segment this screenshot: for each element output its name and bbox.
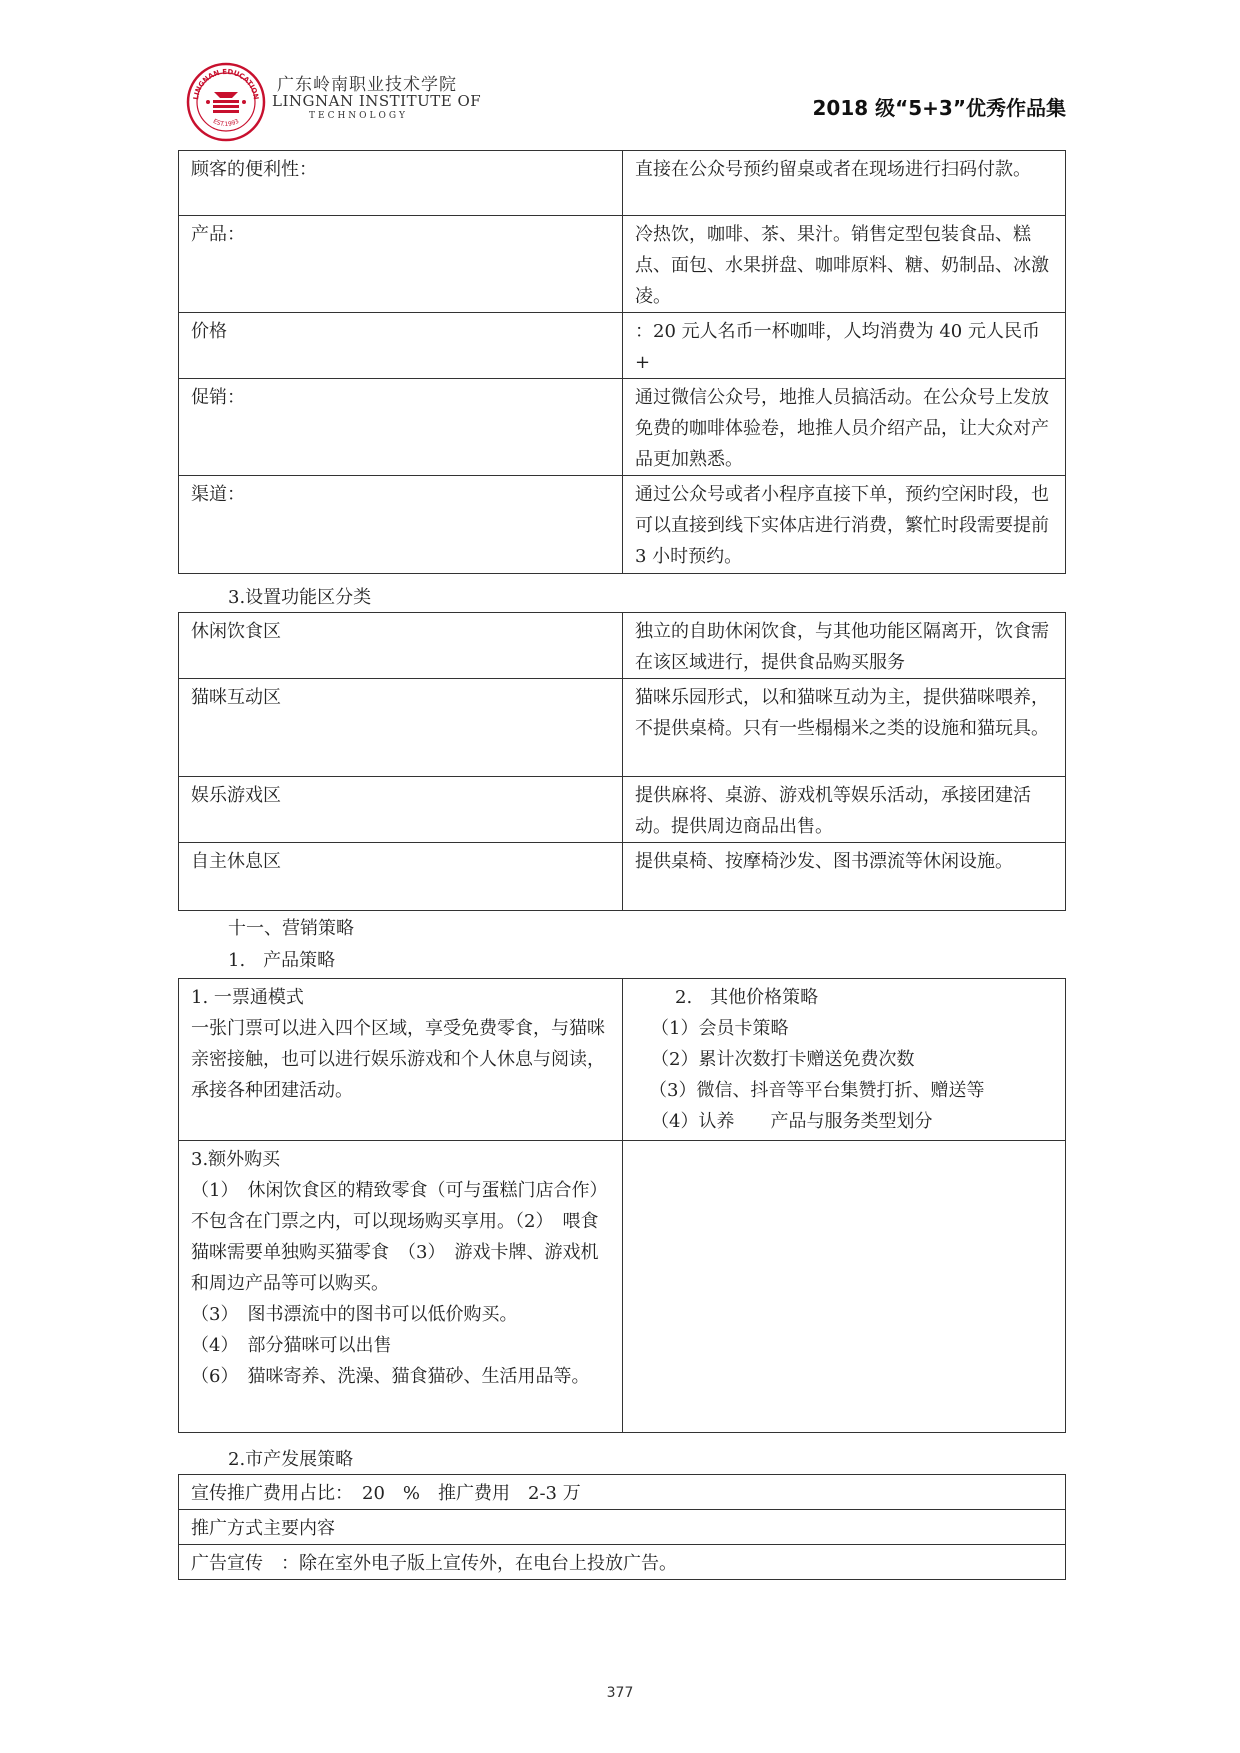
extra-purchase-cell [179,1141,623,1433]
marketing-strategy-heading: 十一、营销策略 [228,918,354,939]
row-label: 渠道： [179,476,623,574]
list-item: （4）认养 产品与服务类型划分 [651,1111,933,1132]
table-row [179,1545,1066,1580]
zone-name: 娱乐游戏区 [179,777,623,843]
row-value: ：20 元人名币一杯咖啡，人均消费为 40 元人民币+ [623,313,1066,379]
list-item: （1）会员卡策略 [651,1018,789,1039]
functional-zones-heading: 3.设置功能区分类 [228,587,372,608]
empty-cell [623,1141,1066,1433]
institution-name-cn: 广东岭南职业技术学院 [277,75,457,95]
institution-name-en-line2: TECHNOLOGY [309,111,408,121]
table-row [179,1510,1066,1545]
promotion-content-row: 推广方式主要内容 [179,1510,1066,1545]
row-value: 通过公众号或者小程序直接下单，预约空闲时段，也可以直接到线下实体店进行消费，繁忙时段需要提前 3 小时预约。 [623,476,1066,574]
functional-zones-table [178,612,1066,911]
zone-description: 独立的自助休闲饮食，与其他功能区隔离开，饮食需在该区域进行，提供食品购买服务 [623,613,1066,679]
row-label: 促销： [179,379,623,476]
svg-text:LINGNAN EDUCATION: LINGNAN EDUCATION [192,67,260,101]
table-row [179,1141,1066,1433]
row-label: 产品： [179,216,623,313]
row-value: 通过微信公众号，地推人员搞活动。在公众号上发放免费的咖啡体验卷，地推人员介绍产品，让大众对产品更加熟悉。 [623,379,1066,476]
product-strategy-heading: 1. 产品策略 [228,950,336,971]
svg-text:EST.1993: EST.1993 [211,117,241,129]
list-item: （3） 图书漂流中的图书可以低价购买。 [191,1304,518,1325]
cell-body: 一张门票可以进入四个区域，享受免费零食，与猫咪亲密接触，也可以进行娱乐游戏和个人休息与阅读，承接各种团建活动。 [191,1018,605,1101]
table-row [179,216,1066,313]
table-row [179,679,1066,777]
zone-description: 提供麻将、桌游、游戏机等娱乐活动，承接团建活动。提供周边商品出售。 [623,777,1066,843]
table-row [179,379,1066,476]
market-strategy-heading: 2.市产发展策略 [228,1449,354,1470]
table-row [179,1475,1066,1510]
row-label: 顾客的便利性： [179,151,623,216]
zone-name: 自主休息区 [179,843,623,911]
cell-title: 3.额外购买 [191,1149,281,1170]
other-pricing-cell [623,979,1066,1141]
collection-title: 2018 级“5+3”优秀作品集 [812,96,1066,120]
row-label: 价格 [179,313,623,379]
table-row [179,313,1066,379]
zone-description: 猫咪乐园形式，以和猫咪互动为主，提供猫咪喂养，不提供桌椅。只有一些榻榻米之类的设施和猫玩具。 [623,679,1066,777]
table-row [179,979,1066,1141]
cell-title: 2. 其他价格策略 [675,987,819,1008]
institution-name-en: LINGNAN INSTITUTE OF [272,92,482,110]
institution-logo-icon [186,62,266,142]
one-ticket-cell [179,979,623,1141]
page-number: 377 [606,1685,634,1701]
cell-body: （1） 休闲饮食区的精致零食（可与蛋糕门店合作）不包含在门票之内，可以现场购买享用。（2） 喂食猫咪需要单独购买猫零食 （3） 游戏卡牌、游戏机和周边产品等可以购买。 [191,1180,608,1294]
cell-title: 1. 一票通模式 [191,987,304,1008]
row-value: 冷热饮，咖啡、茶、果汁。销售定型包装食品、糕点、面包、水果拼盘、咖啡原料、糖、奶制品、冰激凌。 [623,216,1066,313]
zone-name: 猫咪互动区 [179,679,623,777]
zone-name: 休闲饮食区 [179,613,623,679]
advertising-row: 广告宣传 ：除在室外电子版上宣传外，在电台上投放广告。 [179,1545,1066,1580]
list-item: （6） 猫咪寄养、洗澡、猫食猫砂、生活用品等。 [191,1366,590,1387]
table-row [179,151,1066,216]
table-row [179,777,1066,843]
budget-row: 宣传推广费用占比： 20 % 推广费用 2-3 万 [179,1475,1066,1510]
zone-description: 提供桌椅、按摩椅沙发、图书漂流等休闲设施。 [623,843,1066,911]
marketing-mix-table [178,150,1066,574]
list-item: （2）累计次数打卡赠送免费次数 [651,1049,915,1070]
page-header [0,0,1240,140]
list-item: （3）微信、抖音等平台集赞打折、赠送等 [649,1080,985,1101]
promotion-budget-table [178,1474,1066,1580]
table-row [179,843,1066,911]
list-item: （4） 部分猫咪可以出售 [191,1335,392,1356]
table-row [179,613,1066,679]
row-value: 直接在公众号预约留桌或者在现场进行扫码付款。 [623,151,1066,216]
table-row [179,476,1066,574]
product-strategy-table [178,978,1066,1433]
